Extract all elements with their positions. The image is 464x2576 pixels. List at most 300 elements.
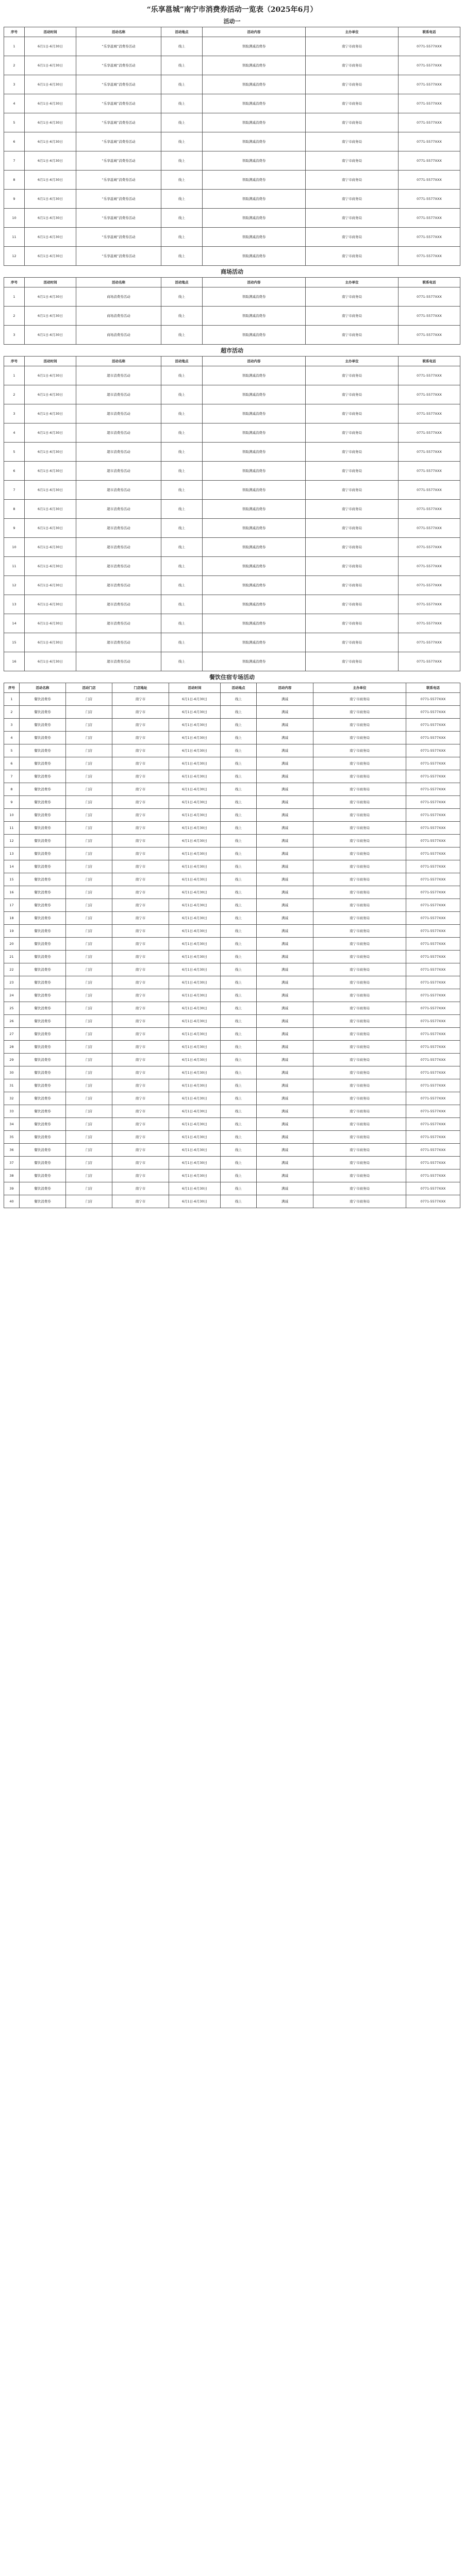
table-cell: 39	[4, 1182, 20, 1195]
table-row	[4, 247, 460, 266]
table-cell: 6月1日-6月30日	[169, 951, 221, 963]
table-cell: 线上	[161, 228, 203, 247]
table-cell: 南宁市商务局	[313, 809, 406, 822]
table-cell: 满减	[257, 951, 313, 963]
table-cell: 0771-5577XXX	[399, 209, 460, 228]
table-row	[4, 925, 460, 938]
table-cell: 线上	[161, 287, 203, 307]
table-cell: 3	[4, 326, 25, 345]
table-cell: 12	[4, 247, 25, 266]
table-cell: 6月1日-6月30日	[169, 1157, 221, 1170]
table-cell: 领取满减消费券	[203, 385, 306, 404]
table-cell: 南宁市	[112, 886, 169, 899]
table-row	[4, 951, 460, 963]
table-cell: 0771-5577XXX	[406, 757, 460, 770]
table-cell: 线上	[161, 132, 203, 151]
table-cell: 线上	[221, 1079, 257, 1092]
table-cell: 线上	[221, 989, 257, 1002]
column-header: 主办单位	[306, 278, 399, 287]
column-header: 主办单位	[306, 357, 399, 366]
table-cell: 南宁市商务局	[313, 912, 406, 925]
table-cell: 线上	[221, 1195, 257, 1208]
table-cell: 超市消费券活动	[76, 576, 161, 595]
table-cell: 南宁市商务局	[306, 652, 399, 671]
table-cell: 南宁市	[112, 1041, 169, 1054]
table-cell: 6月1日-6月30日	[169, 1195, 221, 1208]
table-cell: 领取满减消费券	[203, 538, 306, 557]
table-cell: 线上	[161, 595, 203, 614]
table-cell: 领取满减消费券	[203, 519, 306, 538]
table-cell: 超市消费券活动	[76, 633, 161, 652]
table-cell: 3	[4, 404, 25, 423]
column-header: 活动内容	[203, 278, 306, 287]
column-header: 活动名称	[76, 278, 161, 287]
table-cell: 线上	[161, 404, 203, 423]
table-row	[4, 899, 460, 912]
table-cell: 6月1日-6月30日	[169, 925, 221, 938]
table-cell: 线上	[161, 366, 203, 385]
table-cell: 0771-5577XXX	[399, 576, 460, 595]
table-cell: 满减	[257, 1170, 313, 1182]
table-cell: 线上	[161, 37, 203, 56]
table-cell: 南宁市	[112, 706, 169, 719]
table-cell: 餐饮消费券	[20, 1170, 66, 1182]
activity-table-4	[4, 683, 460, 1208]
table-cell: 门店	[66, 796, 112, 809]
table-cell: 领取满减消费券	[203, 209, 306, 228]
table-row	[4, 423, 460, 443]
table-cell: 南宁市商务局	[306, 519, 399, 538]
table-cell: 满减	[257, 848, 313, 860]
table-cell: 南宁市商务局	[306, 209, 399, 228]
table-cell: 门店	[66, 822, 112, 835]
table-cell: 南宁市	[112, 873, 169, 886]
table-cell: 南宁市商务局	[313, 1015, 406, 1028]
table-row	[4, 796, 460, 809]
table-cell: 南宁市商务局	[313, 1157, 406, 1170]
table-cell: 餐饮消费券	[20, 848, 66, 860]
table-row	[4, 443, 460, 462]
table-cell: 6月1日-6月30日	[169, 886, 221, 899]
table-cell: 领取满减消费券	[203, 462, 306, 481]
column-header: 主办单位	[306, 27, 399, 37]
table-cell: 南宁市	[112, 693, 169, 706]
table-cell: 6月1日-6月30日	[169, 719, 221, 732]
table-cell: 0771-5577XXX	[399, 538, 460, 557]
table-cell: 南宁市	[112, 835, 169, 848]
table-cell: 南宁市商务局	[306, 481, 399, 500]
table-cell: 南宁市商务局	[313, 1144, 406, 1157]
table-cell: 0771-5577XXX	[399, 500, 460, 519]
table-cell: 超市消费券活动	[76, 652, 161, 671]
column-header: 活动地点	[221, 683, 257, 693]
table-cell: 门店	[66, 951, 112, 963]
table-cell: 6月1日-6月30日	[25, 366, 76, 385]
table-cell: 南宁市	[112, 796, 169, 809]
table-cell: 线上	[221, 1144, 257, 1157]
table-cell: 线上	[161, 75, 203, 94]
table-cell: 超市消费券活动	[76, 404, 161, 423]
table-cell: 线上	[161, 443, 203, 462]
table-cell: 9	[4, 796, 20, 809]
table-cell: 28	[4, 1041, 20, 1054]
table-cell: 0771-5577XXX	[399, 113, 460, 132]
table-cell: 38	[4, 1170, 20, 1182]
table-cell: 0771-5577XXX	[399, 423, 460, 443]
table-cell: 南宁市商务局	[306, 56, 399, 75]
table-cell: 满减	[257, 963, 313, 976]
table-cell: 满减	[257, 938, 313, 951]
table-cell: 南宁市	[112, 860, 169, 873]
table-cell: 满减	[257, 1131, 313, 1144]
table-cell: 领取满减消费券	[203, 614, 306, 633]
table-cell: 6月1日-6月30日	[25, 595, 76, 614]
table-cell: 6月1日-6月30日	[169, 1079, 221, 1092]
table-cell: 餐饮消费券	[20, 822, 66, 835]
table-cell: 满减	[257, 693, 313, 706]
column-header: 活动时间	[25, 278, 76, 287]
table-cell: 0771-5577XXX	[406, 1105, 460, 1118]
table-cell: 线上	[161, 190, 203, 209]
table-row	[4, 37, 460, 56]
column-header: 活动地点	[161, 357, 203, 366]
table-cell: 南宁市商务局	[306, 538, 399, 557]
table-cell: 餐饮消费券	[20, 925, 66, 938]
table-cell: 2	[4, 706, 20, 719]
table-cell: 16	[4, 652, 25, 671]
table-row	[4, 1182, 460, 1195]
table-cell: 门店	[66, 1002, 112, 1015]
table-row	[4, 860, 460, 873]
table-cell: 0771-5577XXX	[406, 783, 460, 796]
table-cell: 线上	[161, 385, 203, 404]
table-cell: 6月1日-6月30日	[25, 481, 76, 500]
table-cell: 领取满减消费券	[203, 171, 306, 190]
table-cell: 0771-5577XXX	[406, 1002, 460, 1015]
table-cell: 南宁市商务局	[306, 614, 399, 633]
table-cell: 6月1日-6月30日	[25, 171, 76, 190]
table-cell: 满减	[257, 1105, 313, 1118]
table-row	[4, 1015, 460, 1028]
table-cell: 9	[4, 519, 25, 538]
table-row	[4, 1144, 460, 1157]
table-cell: 南宁市商务局	[313, 1195, 406, 1208]
table-cell: 门店	[66, 925, 112, 938]
table-cell: 2	[4, 307, 25, 326]
table-cell: 领取满减消费券	[203, 228, 306, 247]
table-cell: 线上	[161, 652, 203, 671]
table-cell: “乐享邕城”消费券活动	[76, 228, 161, 247]
table-cell: 南宁市商务局	[313, 822, 406, 835]
table-row	[4, 366, 460, 385]
table-cell: 南宁市商务局	[313, 899, 406, 912]
table-cell: “乐享邕城”消费券活动	[76, 151, 161, 171]
table-cell: 13	[4, 595, 25, 614]
table-row	[4, 538, 460, 557]
table-cell: 领取满减消费券	[203, 576, 306, 595]
table-row	[4, 113, 460, 132]
table-cell: 5	[4, 443, 25, 462]
table-row	[4, 171, 460, 190]
table-cell: 餐饮消费券	[20, 835, 66, 848]
table-cell: 门店	[66, 744, 112, 757]
table-cell: 满减	[257, 770, 313, 783]
table-cell: 满减	[257, 886, 313, 899]
table-cell: 门店	[66, 886, 112, 899]
table-cell: 6月1日-6月30日	[25, 652, 76, 671]
table-cell: 南宁市商务局	[313, 976, 406, 989]
table-cell: 门店	[66, 1028, 112, 1041]
table-cell: 门店	[66, 719, 112, 732]
table-cell: 超市消费券活动	[76, 462, 161, 481]
table-cell: 0771-5577XXX	[406, 1170, 460, 1182]
column-header: 序号	[4, 357, 25, 366]
table-cell: 门店	[66, 1131, 112, 1144]
table-cell: 线上	[221, 757, 257, 770]
table-row	[4, 190, 460, 209]
table-cell: 南宁市商务局	[313, 1105, 406, 1118]
table-cell: 10	[4, 538, 25, 557]
table-cell: 0771-5577XXX	[406, 796, 460, 809]
table-cell: 6月1日-6月30日	[169, 822, 221, 835]
table-row	[4, 614, 460, 633]
table-cell: 0771-5577XXX	[406, 848, 460, 860]
table-row	[4, 1002, 460, 1015]
table-cell: 0771-5577XXX	[399, 614, 460, 633]
table-row	[4, 1041, 460, 1054]
table-cell: 餐饮消费券	[20, 1079, 66, 1092]
table-cell: 门店	[66, 912, 112, 925]
table-cell: 10	[4, 809, 20, 822]
table-cell: 0771-5577XXX	[406, 744, 460, 757]
table-cell: 线上	[161, 307, 203, 326]
table-cell: 门店	[66, 835, 112, 848]
table-row	[4, 770, 460, 783]
table-cell: 线上	[221, 1118, 257, 1131]
table-cell: 餐饮消费券	[20, 938, 66, 951]
table-cell: 南宁市	[112, 848, 169, 860]
table-cell: 南宁市	[112, 1118, 169, 1131]
table-cell: 餐饮消费券	[20, 1118, 66, 1131]
table-cell: 南宁市商务局	[313, 989, 406, 1002]
table-cell: 6月1日-6月30日	[169, 706, 221, 719]
table-row	[4, 822, 460, 835]
table-cell: 门店	[66, 770, 112, 783]
table-row	[4, 989, 460, 1002]
table-cell: 满减	[257, 989, 313, 1002]
table-cell: 6月1日-6月30日	[169, 1028, 221, 1041]
table-cell: 领取满减消费券	[203, 56, 306, 75]
table-cell: 6月1日-6月30日	[25, 538, 76, 557]
table-cell: 1	[4, 693, 20, 706]
table-cell: 南宁市商务局	[306, 171, 399, 190]
table-cell: 线上	[221, 925, 257, 938]
table-row	[4, 1170, 460, 1182]
table-cell: 满减	[257, 912, 313, 925]
table-cell: 餐饮消费券	[20, 1002, 66, 1015]
table-cell: 南宁市	[112, 1157, 169, 1170]
table-cell: 南宁市	[112, 732, 169, 744]
table-cell: 6月1日-6月30日	[25, 132, 76, 151]
table-cell: 线上	[221, 1157, 257, 1170]
table-row	[4, 326, 460, 345]
table-cell: 南宁市商务局	[306, 75, 399, 94]
table-cell: 满减	[257, 796, 313, 809]
table-row	[4, 706, 460, 719]
column-header: 联系电话	[399, 27, 460, 37]
table-cell: 0771-5577XXX	[406, 912, 460, 925]
table-cell: 满减	[257, 976, 313, 989]
table-cell: 南宁市商务局	[306, 576, 399, 595]
table-cell: “乐享邕城”消费券活动	[76, 209, 161, 228]
table-cell: 3	[4, 719, 20, 732]
table-cell: 6月1日-6月30日	[169, 1002, 221, 1015]
table-cell: 0771-5577XXX	[406, 1028, 460, 1041]
table-cell: 0771-5577XXX	[406, 1157, 460, 1170]
table-row	[4, 519, 460, 538]
table-cell: 满减	[257, 1079, 313, 1092]
document-page	[0, 0, 464, 1208]
table-cell: 门店	[66, 1170, 112, 1182]
table-cell: 15	[4, 873, 20, 886]
table-cell: 门店	[66, 963, 112, 976]
table-row	[4, 462, 460, 481]
table-cell: 13	[4, 848, 20, 860]
table-cell: 门店	[66, 1105, 112, 1118]
table-cell: 门店	[66, 1092, 112, 1105]
table-cell: 南宁市商务局	[313, 860, 406, 873]
table-cell: 南宁市商务局	[313, 886, 406, 899]
table-cell: 门店	[66, 1054, 112, 1066]
table-cell: 线上	[161, 209, 203, 228]
column-header: 主办单位	[313, 683, 406, 693]
table-cell: 南宁市	[112, 1079, 169, 1092]
table-cell: 领取满减消费券	[203, 633, 306, 652]
table-cell: 领取满减消费券	[203, 404, 306, 423]
column-header: 联系电话	[399, 278, 460, 287]
table-cell: 0771-5577XXX	[406, 989, 460, 1002]
table-cell: 线上	[161, 614, 203, 633]
table-cell: 南宁市商务局	[313, 719, 406, 732]
table-cell: 6月1日-6月30日	[25, 307, 76, 326]
table-cell: 线上	[221, 1105, 257, 1118]
table-cell: 0771-5577XXX	[399, 190, 460, 209]
table-cell: 0771-5577XXX	[399, 404, 460, 423]
table-cell: “乐享邕城”消费券活动	[76, 247, 161, 266]
table-cell: 27	[4, 1028, 20, 1041]
table-cell: 南宁市商务局	[306, 500, 399, 519]
table-row	[4, 976, 460, 989]
table-cell: 超市消费券活动	[76, 481, 161, 500]
table-cell: 0771-5577XXX	[399, 366, 460, 385]
table-cell: 6月1日-6月30日	[25, 56, 76, 75]
table-cell: 线上	[161, 326, 203, 345]
table-cell: 0771-5577XXX	[406, 822, 460, 835]
table-cell: 21	[4, 951, 20, 963]
table-cell: 0771-5577XXX	[406, 1041, 460, 1054]
table-cell: 6月1日-6月30日	[169, 1131, 221, 1144]
table-cell: 南宁市商务局	[306, 595, 399, 614]
table-cell: 南宁市商务局	[306, 326, 399, 345]
table-cell: 6月1日-6月30日	[169, 1054, 221, 1066]
table-cell: 线上	[221, 860, 257, 873]
table-cell: 6月1日-6月30日	[25, 247, 76, 266]
table-cell: 0771-5577XXX	[399, 37, 460, 56]
table-cell: 37	[4, 1157, 20, 1170]
table-cell: 超市消费券活动	[76, 366, 161, 385]
table-cell: 1	[4, 366, 25, 385]
table-cell: 门店	[66, 1182, 112, 1195]
table-cell: 满减	[257, 719, 313, 732]
table-cell: 35	[4, 1131, 20, 1144]
table-cell: 12	[4, 835, 20, 848]
table-cell: 满减	[257, 1195, 313, 1208]
table-cell: 满减	[257, 732, 313, 744]
table-cell: 0771-5577XXX	[406, 873, 460, 886]
table-cell: 餐饮消费券	[20, 1028, 66, 1041]
page-title: “乐享邕城”南宁市消费券活动一览表（2025年6月）	[146, 6, 318, 14]
table-cell: 南宁市	[112, 719, 169, 732]
table-cell: 餐饮消费券	[20, 912, 66, 925]
table-cell: 4	[4, 94, 25, 113]
column-header: 活动时间	[25, 357, 76, 366]
table-cell: 南宁市	[112, 1028, 169, 1041]
table-row	[4, 1131, 460, 1144]
table-cell: 南宁市商务局	[313, 873, 406, 886]
table-cell: 6月1日-6月30日	[169, 757, 221, 770]
table-cell: 10	[4, 209, 25, 228]
activity-table-1	[4, 27, 460, 266]
table-row	[4, 938, 460, 951]
table-cell: “乐享邕城”消费券活动	[76, 75, 161, 94]
table-cell: 0771-5577XXX	[399, 652, 460, 671]
table-row	[4, 1028, 460, 1041]
table-cell: 满减	[257, 1144, 313, 1157]
table-row	[4, 557, 460, 576]
table-cell: 南宁市商务局	[313, 848, 406, 860]
table-cell: 南宁市商务局	[313, 796, 406, 809]
table-cell: 满减	[257, 1066, 313, 1079]
table-cell: 餐饮消费券	[20, 1105, 66, 1118]
table-cell: 满减	[257, 1182, 313, 1195]
table-row	[4, 132, 460, 151]
table-cell: 线上	[161, 56, 203, 75]
table-cell: 门店	[66, 809, 112, 822]
table-cell: 领取满减消费券	[203, 423, 306, 443]
table-cell: 6	[4, 757, 20, 770]
table-cell: 6月1日-6月30日	[25, 209, 76, 228]
table-cell: 南宁市	[112, 938, 169, 951]
table-row	[4, 732, 460, 744]
table-cell: 门店	[66, 860, 112, 873]
table-cell: 6月1日-6月30日	[169, 835, 221, 848]
table-cell: “乐享邕城”消费券活动	[76, 132, 161, 151]
table-cell: 领取满减消费券	[203, 132, 306, 151]
table-cell: 餐饮消费券	[20, 809, 66, 822]
table-cell: 南宁市	[112, 1092, 169, 1105]
section-title-1: 活动一	[223, 18, 241, 25]
table-cell: 线上	[161, 94, 203, 113]
table-cell: 门店	[66, 693, 112, 706]
table-cell: 满减	[257, 873, 313, 886]
table-cell: 南宁市商务局	[313, 783, 406, 796]
table-cell: 满减	[257, 1041, 313, 1054]
table-cell: 6	[4, 462, 25, 481]
table-cell: 6月1日-6月30日	[169, 693, 221, 706]
table-cell: 6月1日-6月30日	[25, 404, 76, 423]
table-cell: 0771-5577XXX	[406, 899, 460, 912]
table-cell: 南宁市	[112, 744, 169, 757]
